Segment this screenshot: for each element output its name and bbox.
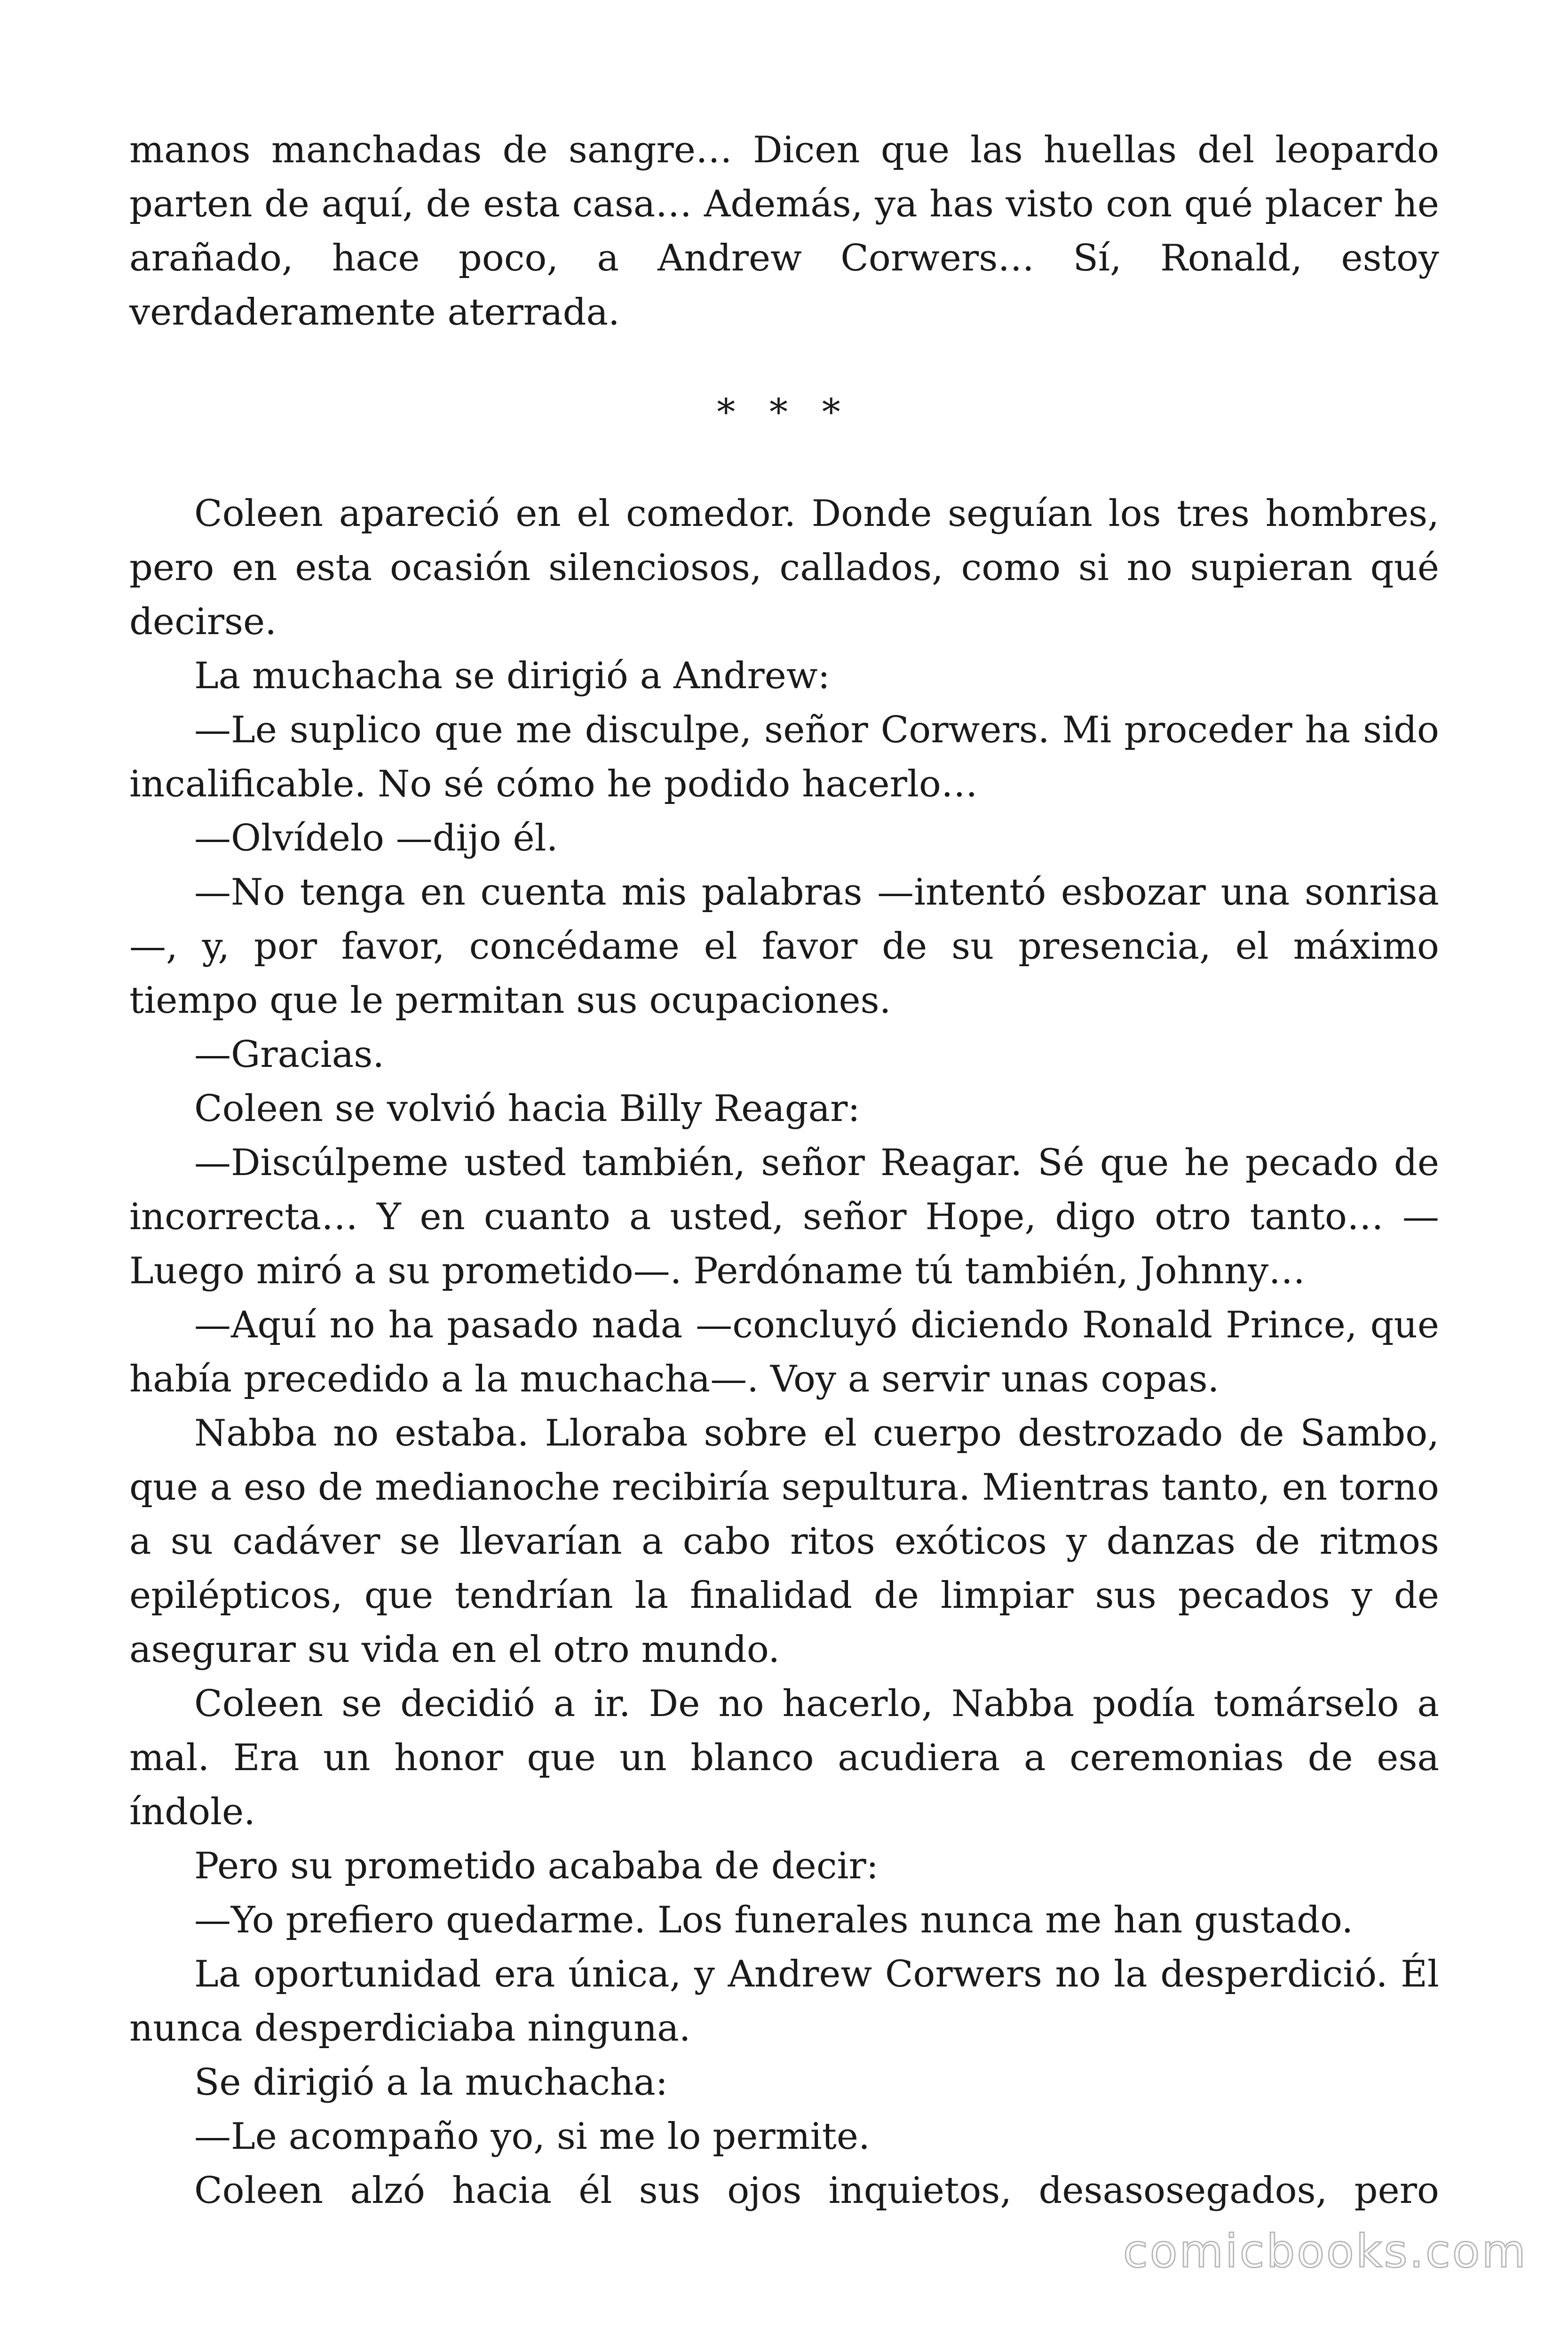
- paragraph-13: —Yo prefiero quedarme. Los funerales nunca me han gustado.: [194, 1899, 1354, 1941]
- paragraph-11: Coleen se decidió a ir. De no hacerlo, Nabba podía tomárselo a mal. Era un honor que un blanco acudiera a ceremonias de esa índole.: [129, 1683, 1439, 1833]
- paragraph-7: Coleen se volvió hacia Billy Reagar:: [194, 1088, 860, 1130]
- paragraph-9: —Aquí no ha pasado nada —concluyó diciendo Ronald Prince, que había precedido a la muchacha—. Voy a servir unas copas.: [129, 1304, 1439, 1400]
- paragraph-1: Coleen apareció en el comedor. Donde seguían los tres hombres, pero en esta ocasión silenciosos, callados, como si no supieran qué decirse.: [129, 493, 1439, 643]
- opening-paragraph: manos manchadas de sangre… Dicen que las huellas del leopardo parten de aquí, de esta casa… Además, ya has visto con qué placer he arañado, hace poco, a Andrew Corwers… Sí, Ronald, estoy verdaderamente aterrada.: [129, 129, 1439, 334]
- paragraph-5: —No tenga en cuenta mis palabras —intentó esbozar una sonrisa—, y, por favor, concédame el favor de su presencia, el máximo tiempo que le permitan sus ocupaciones.: [129, 871, 1439, 1022]
- paragraph-12: Pero su prometido acababa de decir:: [194, 1845, 879, 1887]
- book-page: [129, 123, 1439, 2218]
- paragraph-17: Coleen alzó hacia él sus ojos inquietos, desasosegados, pero: [194, 2169, 1439, 2212]
- paragraph-8: —Discúlpeme usted también, señor Reagar. Sé que he pecado de incorrecta… Y en cuanto a usted, señor Hope, digo otro tanto… —Luego miró a su prometido—. Perdóname tú también, Johnny…: [129, 1142, 1439, 1292]
- paragraph-10: Nabba no estaba. Lloraba sobre el cuerpo destrozado de Sambo, que a eso de medianoche recibiría sepultura. Mientras tanto, en torno a su cadáver se llevarían a cabo ritos exóticos y danzas de ritmos epilépticos, que tendrían la finalidad de limpiar sus pecados y de asegurar su vida en el otro mundo.: [129, 1412, 1439, 1671]
- paragraph-16: —Le acompaño yo, si me lo permite.: [194, 2115, 870, 2158]
- paragraph-6: —Gracias.: [194, 1033, 385, 1076]
- paragraph-15: Se dirigió a la muchacha:: [194, 2061, 668, 2104]
- paragraph-3: —Le suplico que me disculpe, señor Corwers. Mi proceder ha sido incalificable. No sé cómo he podido hacerlo…: [129, 709, 1439, 805]
- paragraph-4: —Olvídelo —dijo él.: [194, 817, 558, 859]
- paragraph-14: La oportunidad era única, y Andrew Corwers no la desperdició. Él nunca desperdiciaba ninguna.: [129, 1953, 1439, 2050]
- scene-break: * * *: [717, 391, 852, 434]
- watermark: comicbooks.com: [1123, 2225, 1528, 2278]
- paragraph-2: La muchacha se dirigió a Andrew:: [194, 655, 830, 697]
